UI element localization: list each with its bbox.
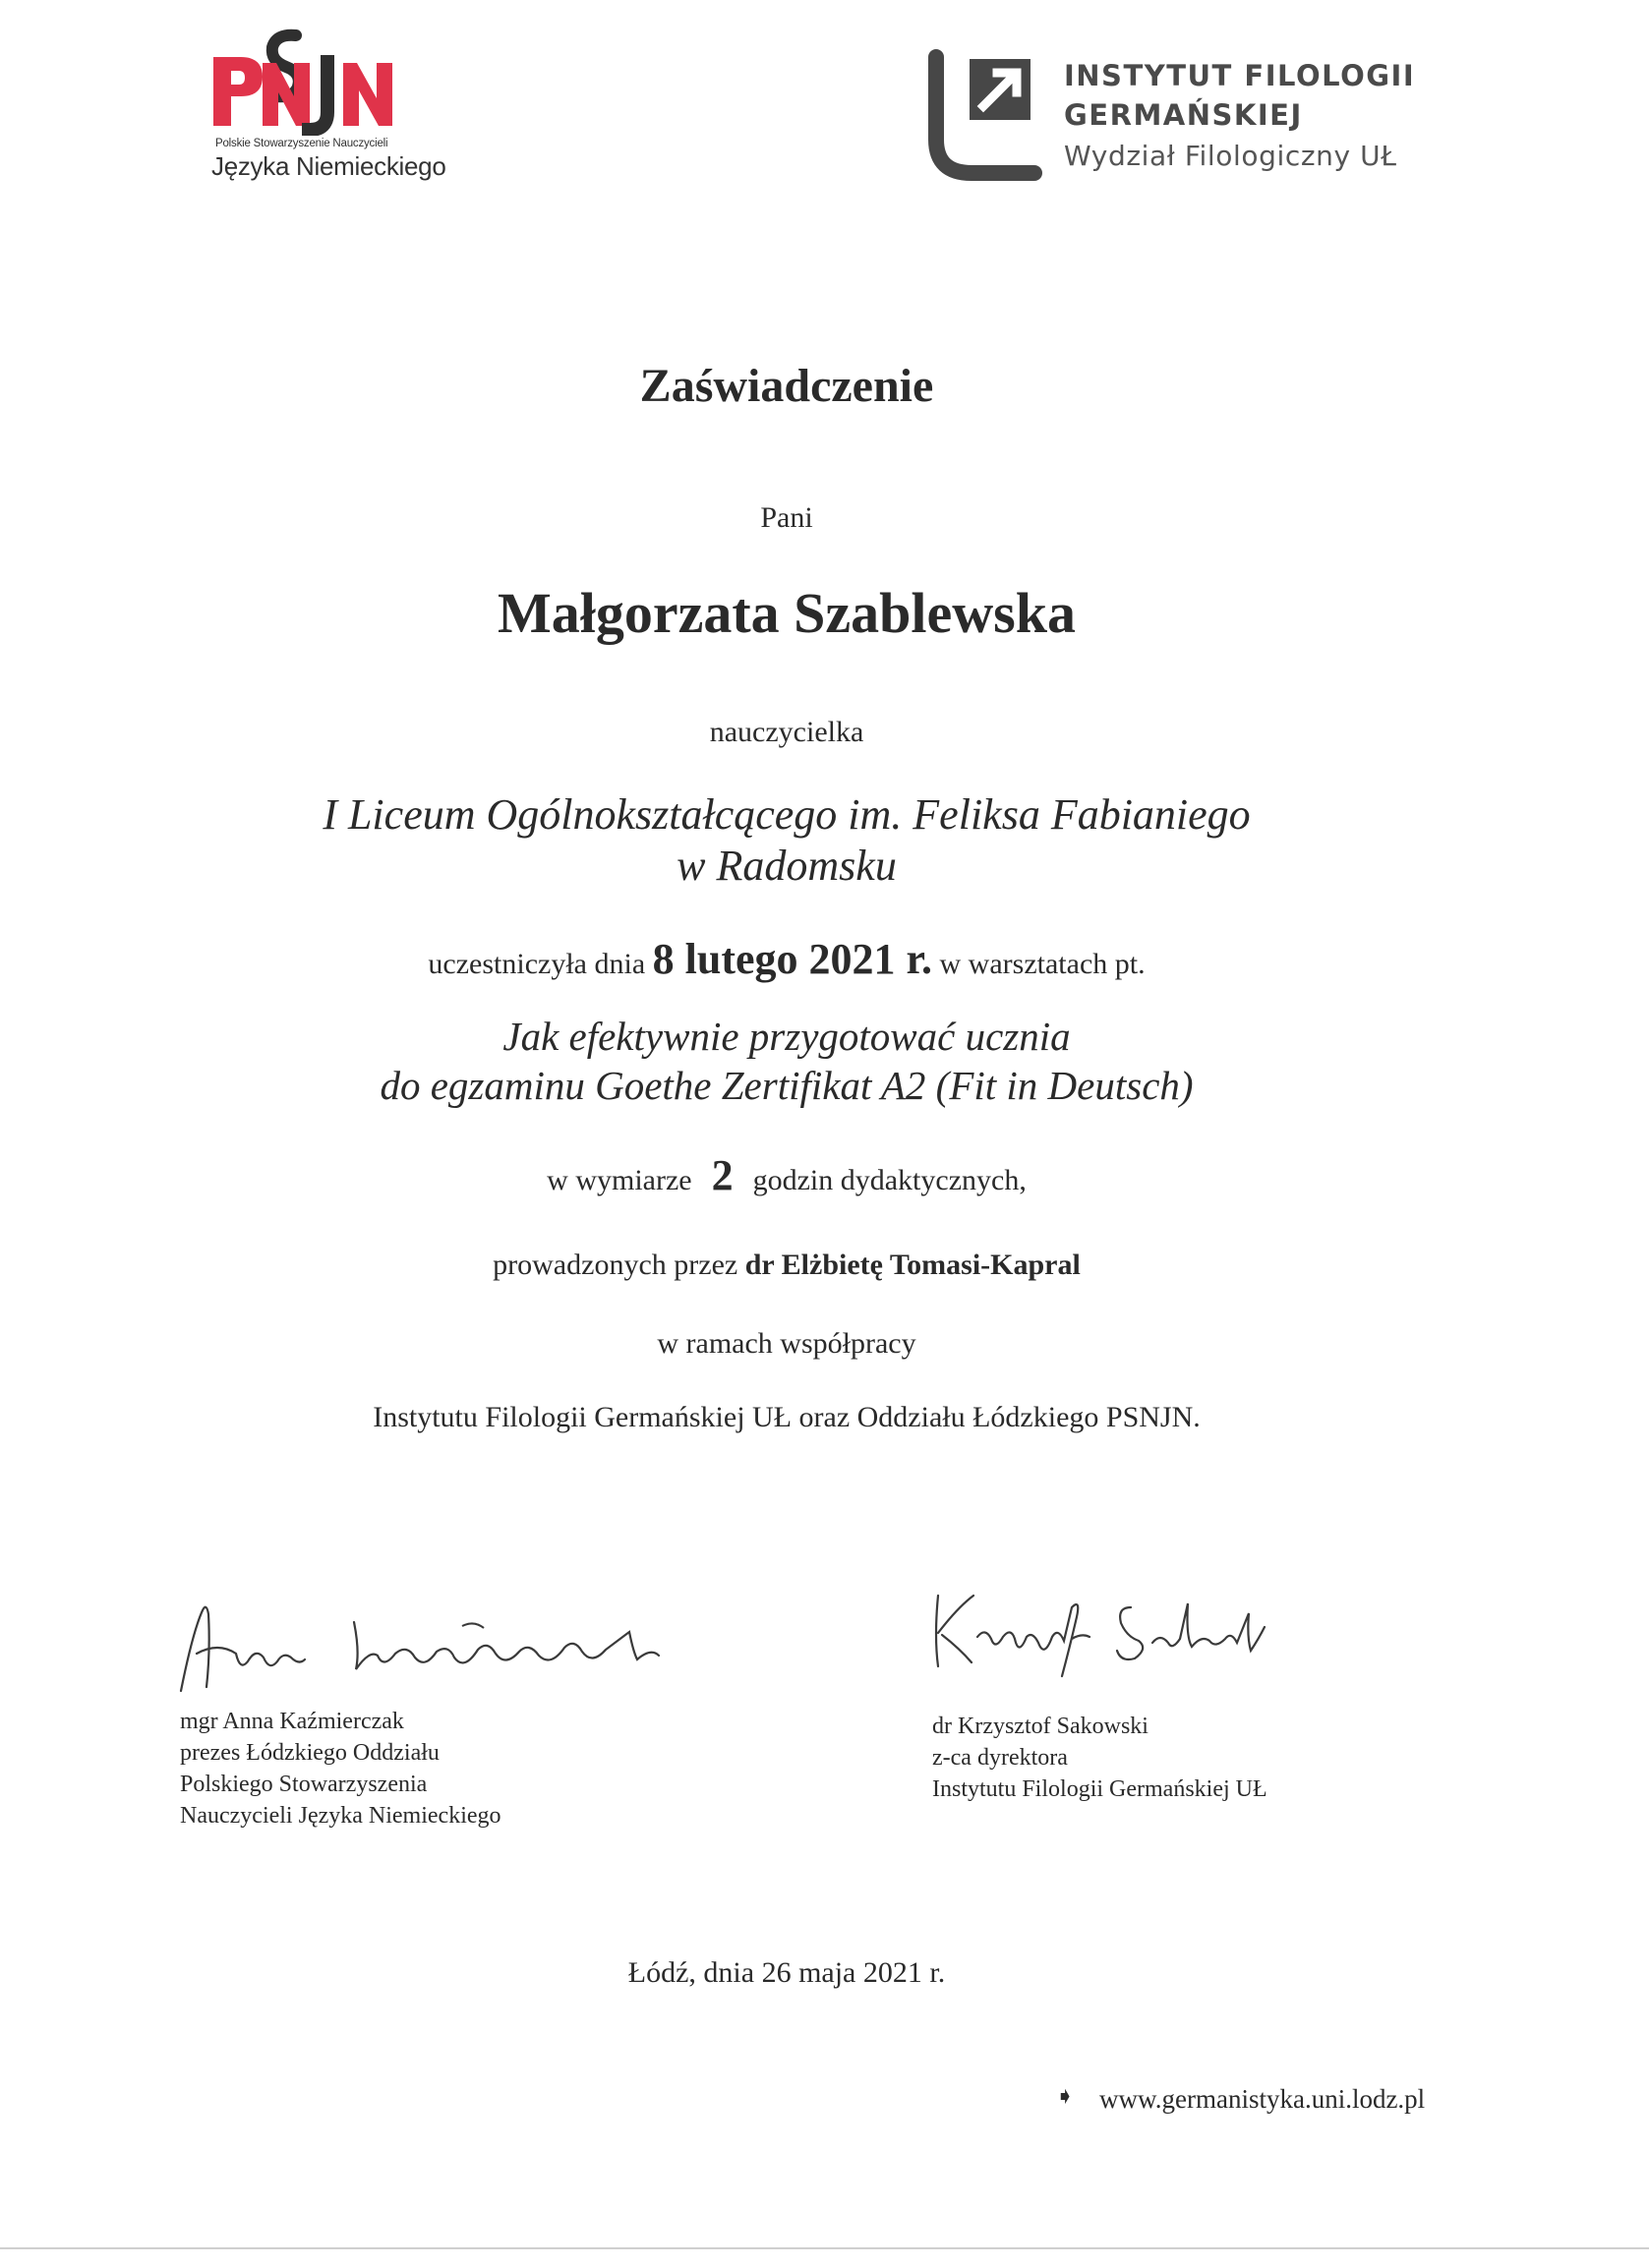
lead-line	[0, 1249, 1573, 1282]
psnjn-logo-mark	[211, 28, 438, 136]
certificate-title: Zaświadczenie	[639, 360, 934, 412]
hours-value: 2	[711, 1151, 734, 1199]
website-link[interactable]	[1055, 2082, 1426, 2115]
psnjn-logo	[211, 28, 446, 185]
signature-right-line2: z-ca dyrektora	[932, 1745, 1068, 1771]
cooperation-line: w ramach współpracy	[657, 1327, 916, 1360]
ul-arrow-logo-icon	[924, 49, 1052, 187]
ifg-logo	[924, 49, 1436, 187]
recipient-role: nauczycielka	[709, 716, 864, 748]
signature-left-line3: Polskiego Stowarzyszenia	[180, 1772, 428, 1797]
school-line-1: I Liceum Ogólnokształcącego im. Feliksa Fabianiego	[323, 790, 1251, 839]
signature-right-line3: Instytutu Filologii Germańskiej UŁ	[932, 1776, 1267, 1802]
psnjn-subtitle-small: Polskie Stowarzyszenie Nauczycieli	[215, 138, 388, 149]
bottom-divider	[0, 2247, 1649, 2249]
salutation: Pani	[760, 501, 813, 534]
recipient-name: Małgorzata Szablewska	[498, 581, 1076, 645]
signature-right-image	[924, 1578, 1278, 1691]
ifg-logo-line1: INSTYTUT FILOLOGII	[1064, 59, 1416, 92]
arrow-right-icon: ➧	[1055, 2082, 1076, 2110]
signature-left-image	[167, 1593, 698, 1706]
hours-line	[0, 1150, 1573, 1200]
website-text: www.germanistyka.uni.lodz.pl	[1099, 2084, 1426, 2114]
participation-suffix: w warsztatach pt.	[939, 948, 1146, 980]
hours-suffix: godzin dydaktycznych,	[752, 1164, 1027, 1196]
participation-date: 8 lutego 2021 r.	[652, 935, 933, 983]
signature-left-caption	[180, 1706, 501, 1832]
school-line-2: w Radomsku	[677, 842, 897, 890]
workshop-title-line-1: Jak efektywnie przygotować ucznia	[502, 1014, 1071, 1059]
place-and-date: Łódź, dnia 26 maja 2021 r.	[627, 1956, 946, 1989]
hours-prefix: w wymiarze	[547, 1164, 692, 1196]
ifg-logo-line2: GERMAŃSKIEJ	[1064, 98, 1303, 132]
workshop-title-line-2: do egzaminu Goethe Zertifikat A2 (Fit in Deutsch)	[380, 1063, 1194, 1108]
signature-left-line4: Nauczycieli Języka Niemieckiego	[180, 1803, 501, 1829]
institutions-line: Instytutu Filologii Germańskiej UŁ oraz Oddziału Łódzkiego PSNJN.	[373, 1401, 1201, 1433]
signature-right-name: dr Krzysztof Sakowski	[932, 1714, 1148, 1739]
participation-line	[0, 934, 1573, 984]
ifg-logo-line3: Wydział Filologiczny UŁ	[1064, 140, 1397, 172]
signature-left-name: mgr Anna Kaźmierczak	[180, 1709, 404, 1734]
lead-prefix: prowadzonych przez	[493, 1249, 738, 1281]
lead-name: dr Elżbietę Tomasi-Kapral	[744, 1249, 1081, 1281]
psnjn-subtitle-large: Języka Niemieckiego	[211, 151, 446, 181]
signature-right-caption	[932, 1711, 1267, 1805]
signature-left-line2: prezes Łódzkiego Oddziału	[180, 1740, 440, 1766]
participation-prefix: uczestniczyła dnia	[428, 948, 646, 980]
